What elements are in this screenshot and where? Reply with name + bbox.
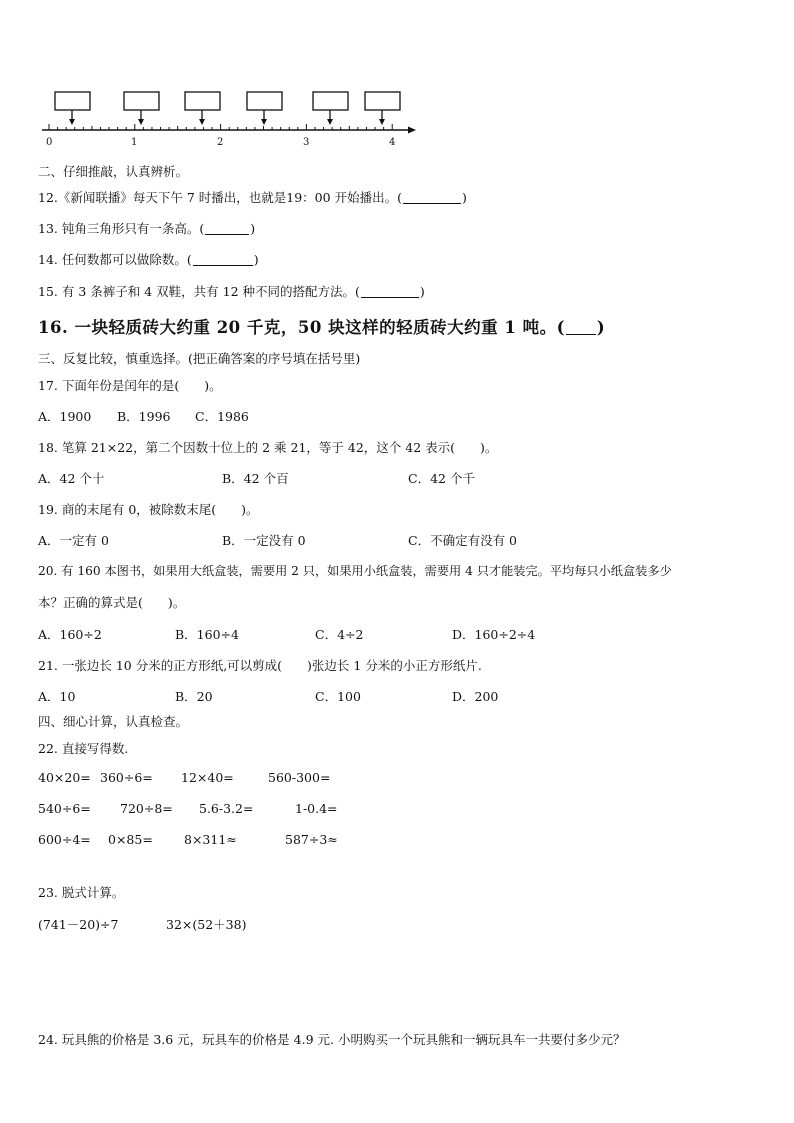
answer-box-4	[247, 92, 282, 110]
question-12: 12.《新闻联播》每天下午 7 时播出，也就是19：00 开始播出。( )	[38, 190, 467, 205]
option-21-d[interactable]: D．200	[452, 689, 499, 704]
option-20-d[interactable]: D．160÷2÷4	[452, 627, 536, 642]
question-13-text: 13. 钝角三角形只有一条高。(	[38, 221, 205, 236]
question-24: 24. 玩具熊的价格是 3.6 元，玩具车的价格是 4.9 元. 小明购买一个玩具熊和一辆玩具车一共要付多少元？	[38, 1032, 626, 1047]
number-line-label-1: 1	[131, 137, 138, 148]
answer-box-3	[185, 92, 220, 110]
option-20-c[interactable]: C．4÷2	[315, 627, 364, 642]
question-20-continued: 本？正确的算式是( )。	[38, 595, 186, 610]
option-18-a[interactable]: A．42 个十	[38, 471, 105, 486]
option-18-b[interactable]: B．42 个百	[222, 471, 289, 486]
question-16: 16. 一块轻质砖大约重 20 千克，50 块这样的轻质砖大约重 1 吨。( )	[38, 318, 606, 337]
option-21-b[interactable]: B．20	[175, 689, 213, 704]
option-20-a[interactable]: A．160÷2	[38, 627, 102, 642]
expression-23-1: (741－20)÷7	[38, 917, 119, 932]
expression-23-2: 32×(52＋38)	[166, 917, 247, 932]
calc-r1-c1: 40×20=	[38, 770, 91, 785]
calc-r3-c1: 600÷4=	[38, 832, 91, 847]
answer-blank-14[interactable]	[193, 253, 253, 266]
section-4-heading: 四、细心计算，认真检查。	[38, 714, 189, 729]
number-line-label-2: 2	[217, 137, 224, 148]
option-19-c[interactable]: C．不确定有没有 0	[408, 533, 517, 548]
answer-blank-15[interactable]	[361, 285, 419, 298]
option-21-c[interactable]: C．100	[315, 689, 361, 704]
answer-box-1	[55, 92, 90, 110]
calc-r3-c4: 587÷3≈	[285, 832, 338, 847]
question-12-text: 12.《新闻联播》每天下午 7 时播出，也就是19：00 开始播出。(	[38, 190, 402, 205]
question-16-text: 16. 一块轻质砖大约重 20 千克，50 块这样的轻质砖大约重 1 吨。(	[38, 318, 565, 337]
question-22: 22. 直接写得数.	[38, 741, 129, 756]
section-2-heading: 二、仔细推敲，认真辨析。	[38, 164, 189, 179]
option-20-b[interactable]: B．160÷4	[175, 627, 239, 642]
question-21: 21. 一张边长 10 分米的正方形纸,可以剪成( )张边长 1 分米的小正方形纸片.	[38, 658, 482, 673]
option-17-a[interactable]: A．1900	[38, 409, 92, 424]
calc-r1-c2: 360÷6=	[100, 770, 153, 785]
question-13: 13. 钝角三角形只有一条高。( )	[38, 221, 256, 236]
number-line-label-4: 4	[389, 137, 396, 148]
number-line-label-3: 3	[303, 137, 310, 148]
calc-r1-c3: 12×40=	[181, 770, 234, 785]
section-3-heading: 三、反复比较，慎重选择。(把正确答案的序号填在括号里)	[38, 351, 361, 366]
question-15-text: 15. 有 3 条裤子和 4 双鞋，共有 12 种不同的搭配方法。(	[38, 284, 360, 299]
calc-r3-c2: 0×85=	[108, 832, 153, 847]
option-18-c[interactable]: C．42 个千	[408, 471, 475, 486]
answer-blank-16[interactable]	[566, 320, 596, 335]
answer-blank-12[interactable]	[403, 191, 461, 204]
calc-r3-c3: 8×311≈	[184, 832, 237, 847]
option-17-b[interactable]: B．1996	[117, 409, 171, 424]
option-21-a[interactable]: A．10	[38, 689, 76, 704]
answer-box-5	[313, 92, 348, 110]
answer-box-2	[124, 92, 159, 110]
answer-blank-13[interactable]	[205, 222, 249, 235]
option-19-b[interactable]: B．一定没有 0	[222, 533, 306, 548]
question-20: 20. 有 160 本图书，如果用大纸盒装，需要用 2 只，如果用小纸盒装，需要用 4 只才能装完。平均每只小纸盒装多少	[38, 564, 672, 578]
option-17-c[interactable]: C．1986	[195, 409, 249, 424]
question-15: 15. 有 3 条裤子和 4 双鞋，共有 12 种不同的搭配方法。( )	[38, 284, 425, 299]
calc-r2-c1: 540÷6=	[38, 801, 91, 816]
question-14: 14. 任何数都可以做除数。( )	[38, 252, 259, 267]
question-18: 18. 笔算 21×22，第二个因数十位上的 2 乘 21，等于 42，这个 42 表示( )。	[38, 440, 498, 455]
question-23: 23. 脱式计算。	[38, 885, 125, 900]
calc-r2-c2: 720÷8=	[120, 801, 173, 816]
option-19-a[interactable]: A．一定有 0	[38, 533, 109, 548]
question-17: 17. 下面年份是闰年的是( )。	[38, 378, 222, 393]
number-line-label-0: 0	[46, 137, 53, 148]
question-19: 19. 商的末尾有 0，被除数末尾( )。	[38, 502, 259, 517]
number-line-figure	[40, 88, 420, 150]
calc-r2-c3: 5.6-3.2=	[199, 801, 254, 816]
calc-r2-c4: 1-0.4=	[295, 801, 338, 816]
question-14-text: 14. 任何数都可以做除数。(	[38, 252, 192, 267]
answer-box-6	[365, 92, 400, 110]
calc-r1-c4: 560-300=	[268, 770, 331, 785]
